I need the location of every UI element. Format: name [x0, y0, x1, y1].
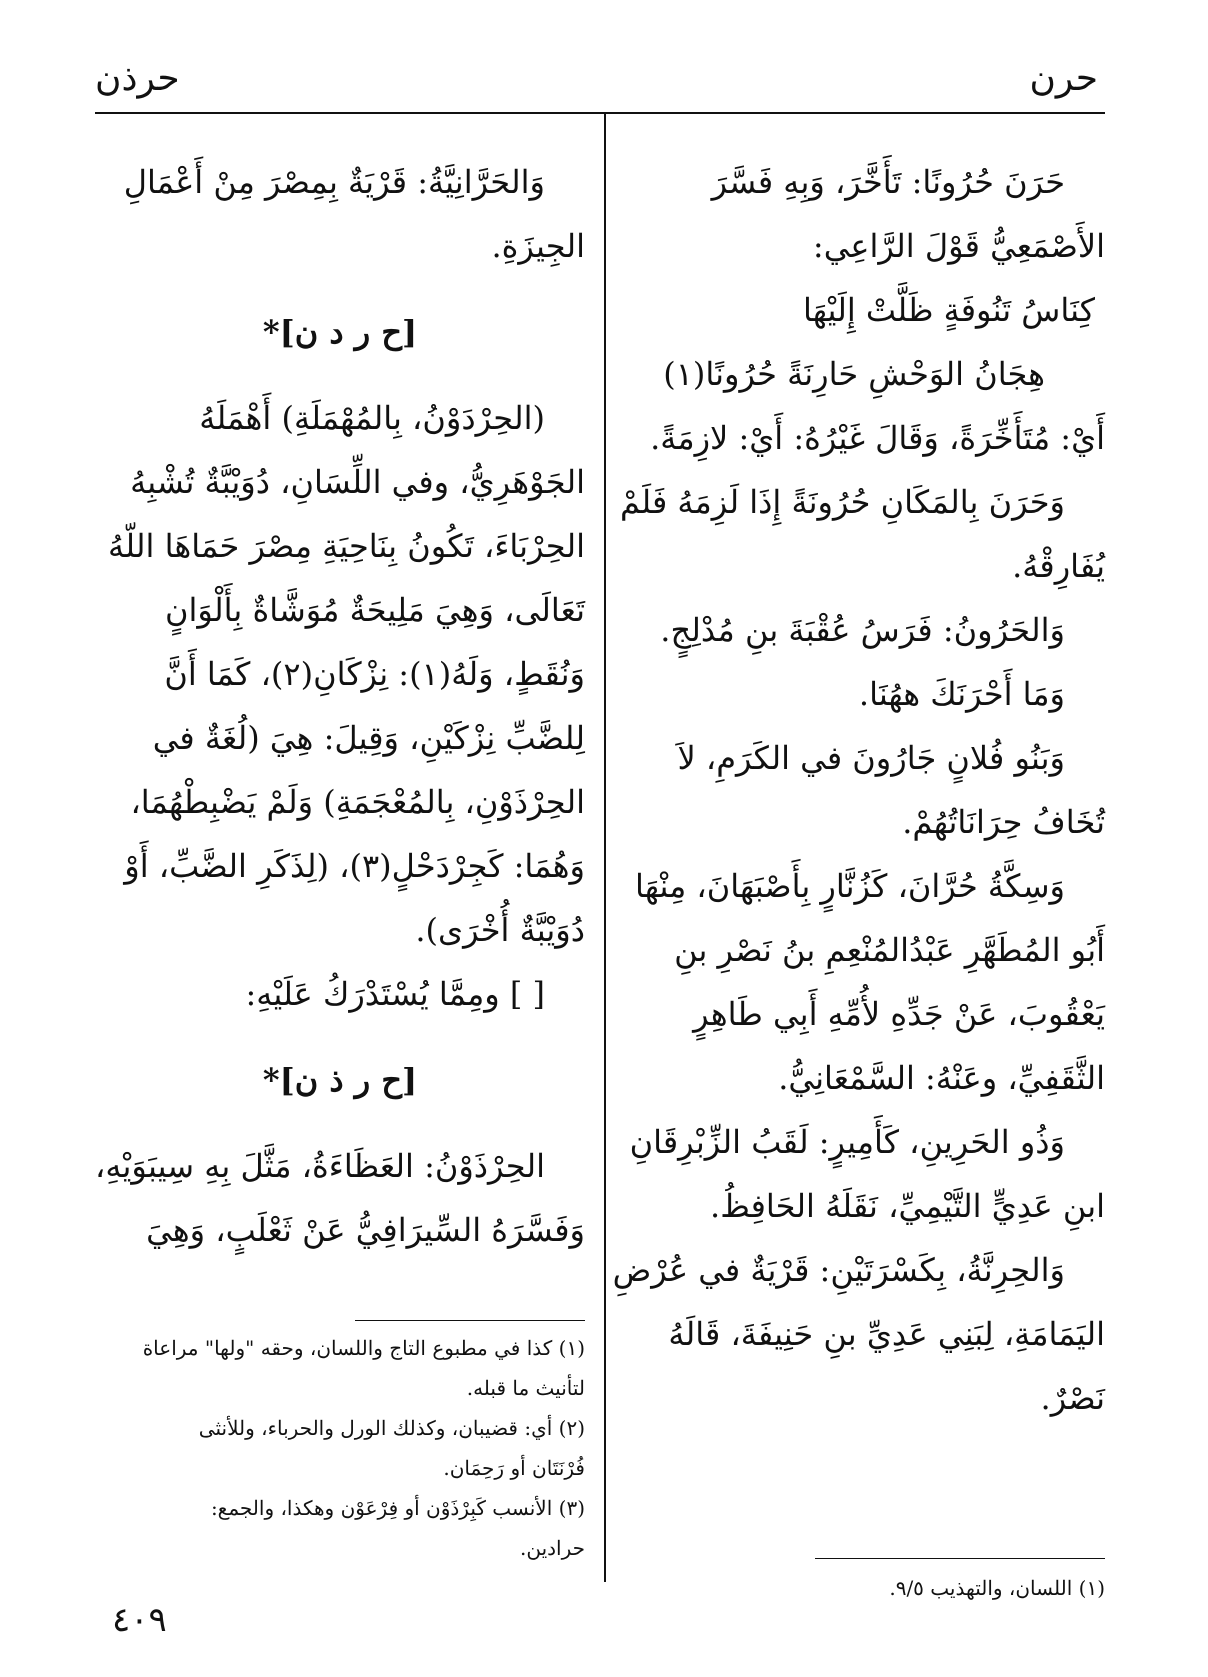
- text-line: وَالحَرُونُ: فَرَسُ عُقْبَةَ بنِ مُدْلِجٍ.: [660, 611, 1065, 649]
- text-line: الحِرْذَوْنُ: العَظَاءَةُ، مَثَّلَ بِهِ سِيبَوَيْهِ،: [95, 1147, 545, 1185]
- text-line: ابنِ عَدِيٍّ التَّيْمِيِّ، نَقَلَهُ الحَافِظُ.: [710, 1187, 1105, 1225]
- text-line: الأَصْمَعِيُّ قَوْلَ الرَّاعِي:: [812, 227, 1105, 265]
- verse-line: هِجَانُ الوَحْشِ حَارِنَةً حُرُونًا(١): [663, 355, 1045, 393]
- text-line: يَعْقُوبَ، عَنْ جَدِّهِ لأُمِّهِ أَبِي طَاهِرٍ: [693, 995, 1105, 1033]
- text-line: وَذُو الحَرِينِ، كَأَمِيرٍ: لَقَبُ الزِّبْرِقَانِ: [629, 1123, 1065, 1161]
- text-line: الجَوْهَرِيُّ، وفي اللِّسَانِ، دُوَيْبَّةٌ تُشْبِهُ: [130, 463, 585, 501]
- footnote-line: (١) كذا في مطبوع التاج واللسان، وحقه "ولها" مراعاة: [142, 1336, 585, 1360]
- footnote-rule: [355, 1320, 585, 1321]
- text-line: وَهُمَا: كَجِرْدَحْلٍ(٣)، (لِذَكَرِ الضَّبِّ، أَوْ: [124, 847, 585, 885]
- footnote-line: حرادين.: [519, 1536, 585, 1560]
- text-line: أَبُو المُطَهَّرِ عَبْدُالمُنْعِمِ بنُ نَصْرِ بنِ: [674, 931, 1105, 969]
- text-line: وَالحَرَّانِيَّةُ: قَرْيَةٌ بِمِصْرَ مِنْ أَعْمَالِ: [123, 163, 545, 201]
- text-line: (الحِرْدَوْنُ، بِالمُهْمَلَةِ) أَهْمَلَهُ: [199, 399, 545, 437]
- text-line: [ ] ومِمَّا يُسْتَدْرَكُ عَلَيْهِ:: [245, 975, 545, 1013]
- footnote-line: فُرْنَتَان أو رَحِمَان.: [443, 1456, 585, 1480]
- text-line: لِلضَّبِّ نِزْكَيْنِ، وَقِيلَ: هِيَ (لُغَةٌ في: [152, 719, 585, 757]
- header-rule: [95, 112, 1105, 114]
- text-line: الثَّقَفِيِّ، وعَنْهُ: السَّمْعَانِيُّ.: [778, 1059, 1105, 1097]
- text-line: دُوَيْبَّةٌ أُخْرَى).: [415, 911, 585, 949]
- text-line: تُخَافُ حِرَانَاتُهُمْ.: [902, 803, 1105, 841]
- text-line: وَمَا أَحْرَنَكَ ههُنَا.: [858, 675, 1065, 713]
- column-divider: [604, 112, 606, 1582]
- text-line: وَبَنُو فُلانٍ جَارُونَ في الكَرَمِ، لاَ: [677, 739, 1065, 777]
- footnote-line: (٣) الأنسب كَبِرْذَوْن أو فِرْعَوْن وهكذا، والجمع:: [210, 1496, 585, 1520]
- text-line: الجِيزَةِ.: [491, 227, 585, 265]
- entry-heading: [ح ر د ن]*: [262, 313, 418, 351]
- page-number: ٤٠٩: [112, 1600, 167, 1640]
- text-line: وَالحِرِنَّةُ، بِكَسْرَتَيْنِ: قَرْيَةٌ في عُرْضِ: [612, 1251, 1065, 1289]
- text-line: اليَمَامَةِ، لِبَنِي عَدِيِّ بنِ حَنِيفَةَ، قَالَهُ: [668, 1315, 1105, 1353]
- text-line: وَفَسَّرَهُ السِّيرَافِيُّ عَنْ ثَعْلَبٍ، وَهِيَ: [146, 1211, 585, 1249]
- text-line: تَعَالَى، وَهِيَ مَلِيحَةٌ مُوَشَّاةٌ بِأَلْوَانٍ: [164, 591, 585, 629]
- right-column: [612, 150, 1105, 1430]
- text-line: وَسِكَّةُ حُرَّانَ، كَزُنَّارٍ بِأَصْبَهَانَ، مِنْهَا: [634, 867, 1065, 905]
- text-line: يُفَارِقْهُ.: [1012, 547, 1105, 585]
- entry-heading: [ح ر ذ ن]*: [262, 1061, 418, 1099]
- footnote-line: (٢) أي: قضيبان، وكذلك الورل والحرباء، وللأنثى: [198, 1416, 585, 1440]
- left-footnotes: [95, 1328, 585, 1568]
- header-left-word: حرذن: [95, 58, 180, 99]
- footnote-line: لتأنيث ما قبله.: [466, 1376, 585, 1400]
- text-line: نَصْرٌ.: [1040, 1379, 1105, 1417]
- right-footnotes: [625, 1568, 1105, 1608]
- footnote-rule: [815, 1558, 1105, 1559]
- text-line: وَنُقَطٍ، وَلَهُ(١): نِزْكَانِ(٢)، كَمَا أَنَّ: [164, 655, 585, 693]
- text-line: الحِرْذَوْنِ، بِالمُعْجَمَةِ) وَلَمْ يَضْبِطْهُمَا،: [130, 783, 585, 821]
- footnote-line: (١) اللسان، والتهذيب ٩/٥.: [889, 1576, 1105, 1600]
- left-column: [95, 150, 585, 1262]
- text-line: الحِرْبَاءَ، تَكُونُ بِنَاحِيَةِ مِصْرَ حَمَاهَا اللّهُ: [108, 527, 585, 565]
- header-right-word: حرن: [1029, 58, 1098, 99]
- text-line: وَحَرَنَ بِالمَكَانِ حُرُونَةً إِذَا لَزِمَهُ فَلَمْ: [620, 483, 1065, 521]
- verse-line: كِنَاسُ تَنُوفَةٍ ظَلَّتْ إِلَيْهَا: [802, 291, 1095, 329]
- text-line: حَرَنَ حُرُونًا: تَأَخَّرَ، وَبِهِ فَسَّرَ: [711, 163, 1065, 201]
- text-line: أَيْ: مُتَأَخِّرَةً، وَقَالَ غَيْرُهُ: أَيْ: لازِمَةً.: [650, 419, 1105, 457]
